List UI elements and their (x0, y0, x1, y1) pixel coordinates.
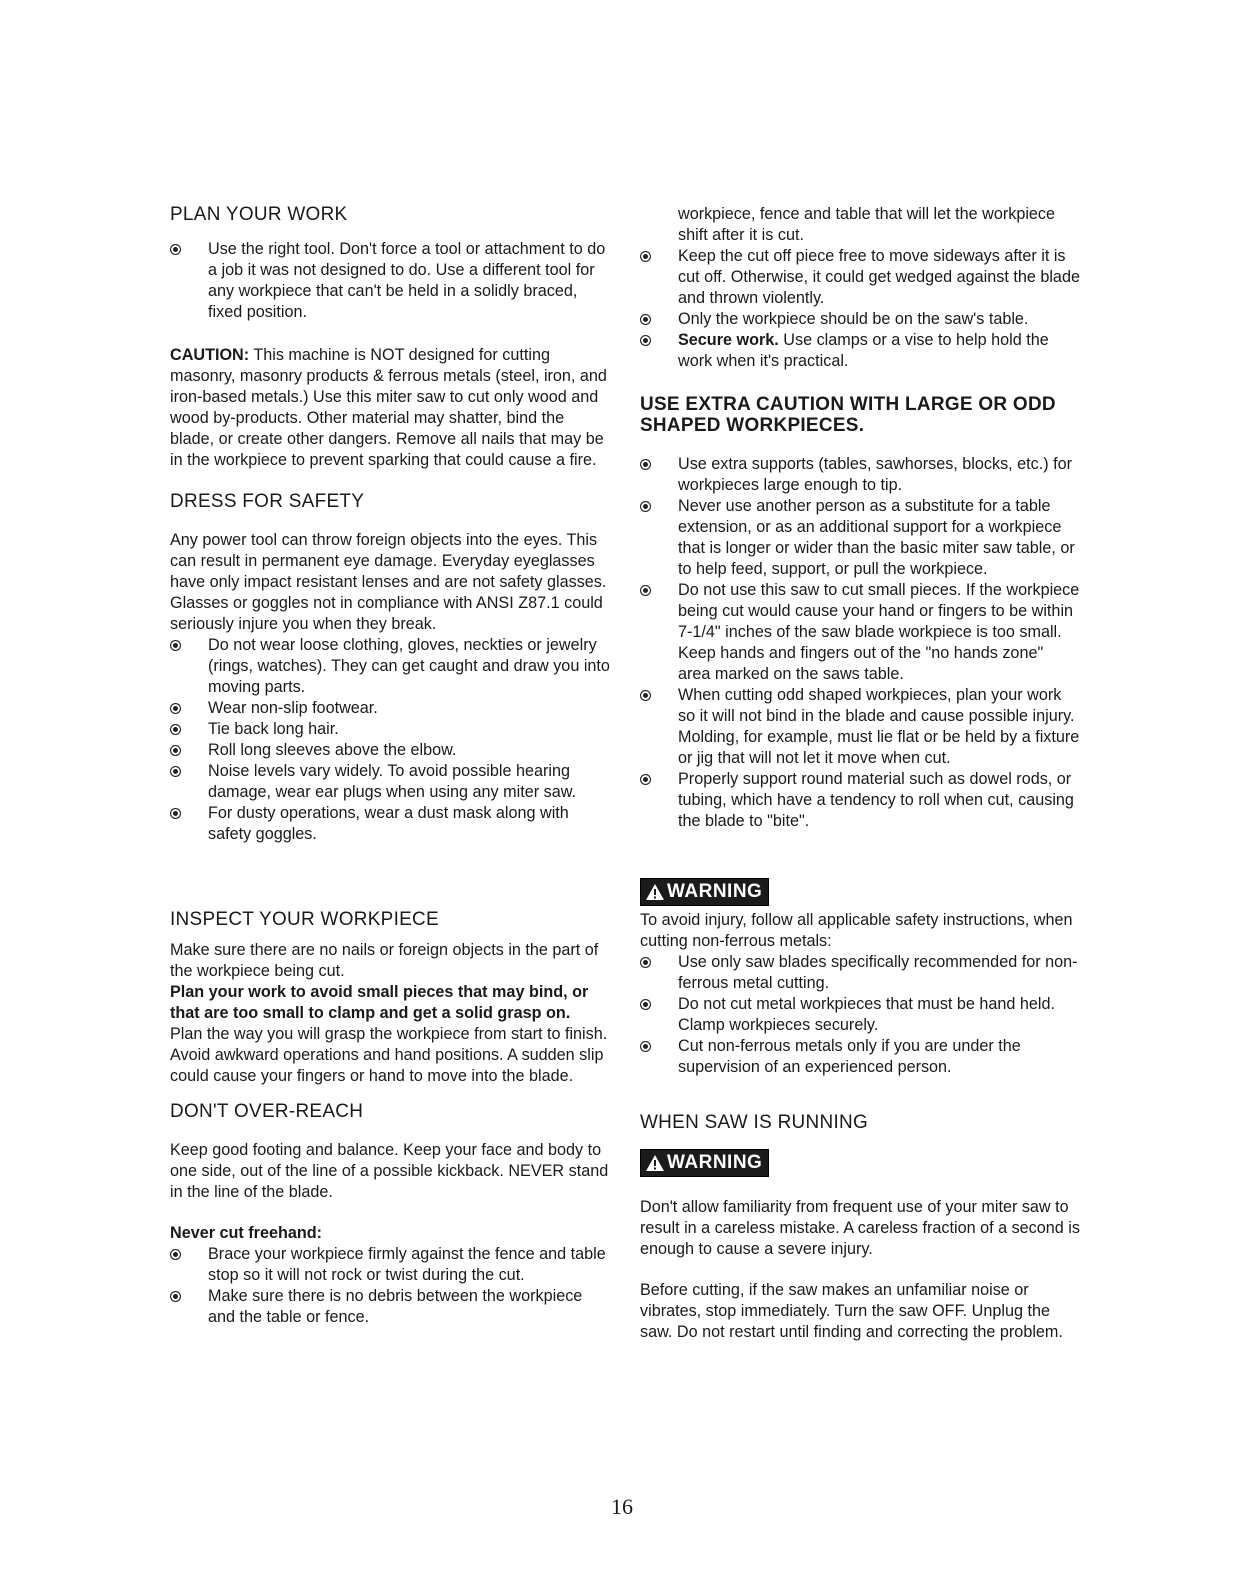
running-paragraph-1: Don't allow familiarity from frequent use of your miter saw to result in a careless mistake. A careless fraction of a second is enough to cause a severe injury. (640, 1198, 1080, 1258)
freehand-bullet-list (170, 1244, 610, 1328)
inspect-bold-paragraph: Plan your work to avoid small pieces that may bind, or that are too small to clamp and get a solid grasp on. (170, 983, 589, 1022)
list-item: When cutting odd shaped workpieces, plan your work so it will not bind in the blade and cause possible injury. Molding, for example, must lie flat or be held by a fixture or jig that will not let it move when cut. (640, 685, 1080, 769)
extra-caution-heading: USE EXTRA CAUTION WITH LARGE OR ODD SHAPED WORKPIECES. (640, 394, 1056, 436)
bullet-icon (640, 335, 651, 346)
bullet-icon (640, 690, 651, 701)
list-item: Do not use this saw to cut small pieces. If the workpiece being cut would cause your hand or fingers to be within 7-1/4" inches of the saw blade workpiece is too small. Keep hands and fingers out of the "no hands zone" area marked on the saws table. (640, 580, 1080, 685)
bullet-icon (640, 1041, 651, 1052)
dress-for-safety-heading: DRESS FOR SAFETY (170, 491, 365, 512)
list-item: Brace your workpiece firmly against the fence and table stop so it will not rock or twist during the cut. (170, 1244, 610, 1286)
bullet-icon (170, 745, 181, 756)
list-item: Tie back long hair. (170, 719, 610, 740)
bullet-icon (640, 251, 651, 262)
over-reach-heading: DON'T OVER-REACH (170, 1101, 364, 1122)
extra-caution-bullet-list (640, 454, 1080, 832)
list-item: Use only saw blades specifically recommended for non-ferrous metal cutting. (640, 952, 1080, 994)
bullet-icon (640, 957, 651, 968)
list-item: Use the right tool. Don't force a tool or attachment to do a job it was not designed to do. Use a different tool for any workpiece that can't be held in a solidly braced, fixed position. (170, 239, 610, 323)
bullet-icon (640, 314, 651, 325)
inspect-paragraph-2: Plan the way you will grasp the workpiece from start to finish. Avoid awkward operations and hand positions. A sudden slip could cause your fingers or hand to move into the blade. (170, 1025, 608, 1085)
caution-paragraph: CAUTION: This machine is NOT designed for cutting masonry, masonry products & ferrous metals (steel, iron, and iron-based metals.) Use this miter saw to cut only wood and wood by-products. Other material may shatter, bind the blade, or create other dangers. Remove all nails that may be in the workpiece to prevent sparking that could cause a fire. (170, 346, 607, 469)
over-reach-paragraph: Keep good footing and balance. Keep your face and body to one side, out of the line of a possible kickback. NEVER stand in the line of the blade. (170, 1141, 609, 1201)
list-item: Do not cut metal workpieces that must be hand held. Clamp workpieces securely. (640, 994, 1080, 1036)
left-column (170, 204, 610, 1328)
list-item: Do not wear loose clothing, gloves, neckties or jewelry (rings, watches). They can get caught and draw you into moving parts. (170, 635, 610, 698)
bullet-icon (170, 703, 181, 714)
list-item: Never use another person as a substitute for a table extension, or as an additional support for a workpiece that is longer or wider than the basic miter saw table, or to help feed, support, or pull the workpiece. (640, 496, 1080, 580)
continued-paragraph: workpiece, fence and table that will let the workpiece shift after it is cut. (678, 205, 1056, 244)
bullet-icon (170, 808, 181, 819)
bullet-icon (640, 501, 651, 512)
list-item: Cut non-ferrous metals only if you are under the supervision of an experienced person. (640, 1036, 1080, 1078)
caution-label: CAUTION: (170, 346, 250, 364)
bullet-icon (170, 724, 181, 735)
list-item: For dusty operations, wear a dust mask along with safety goggles. (170, 803, 610, 845)
warning-intro: To avoid injury, follow all applicable safety instructions, when cutting non-ferrous metals: (640, 911, 1073, 950)
bullet-icon (170, 766, 181, 777)
list-item: Make sure there is no debris between the workpiece and the table or fence. (170, 1286, 610, 1328)
secure-work-label: Secure work. (678, 331, 779, 349)
warning-label: WARNING (667, 881, 763, 902)
dress-bullet-list (170, 635, 610, 845)
saw-running-heading: WHEN SAW IS RUNNING (640, 1112, 869, 1133)
list-item: Roll long sleeves above the elbow. (170, 740, 610, 761)
freehand-heading: Never cut freehand: (170, 1224, 323, 1242)
warning-bullet-list (640, 952, 1080, 1078)
right-bullet-list-1 (640, 246, 1080, 372)
list-item: Noise levels vary widely. To avoid possible hearing damage, wear ear plugs when using any miter saw. (170, 761, 610, 803)
list-item: Secure work. Use clamps or a vise to help hold the work when it's practical. (640, 330, 1080, 372)
warning-badge-1 (640, 878, 1080, 908)
inspect-workpiece-heading: INSPECT YOUR WORKPIECE (170, 909, 439, 930)
plan-bullet-list (170, 239, 610, 323)
bullet-icon (170, 244, 181, 255)
warning-label: WARNING (667, 1152, 763, 1173)
bullet-icon (640, 585, 651, 596)
page-number: 16 (611, 1494, 633, 1519)
list-item: Only the workpiece should be on the saw's table. (640, 309, 1080, 330)
bullet-icon (170, 1249, 181, 1260)
right-column (640, 204, 1080, 1343)
dress-intro: Any power tool can throw foreign objects into the eyes. This can result in permanent eye damage. Everyday eyeglasses have only impact resistant lenses and are not safety glasses. Glasses or goggles not in compliance with ANSI Z87.1 could seriously injure you when they break. (170, 531, 607, 633)
list-item: Properly support round material such as dowel rods, or tubing, which have a tendency to roll when cut, causing the blade to "bite". (640, 769, 1080, 832)
bullet-icon (640, 459, 651, 470)
list-item: Wear non-slip footwear. (170, 698, 610, 719)
warning-triangle-icon (645, 882, 665, 902)
list-item: Keep the cut off piece free to move sideways after it is cut off. Otherwise, it could get wedged against the blade and thrown violently. (640, 246, 1080, 309)
plan-your-work-heading: PLAN YOUR WORK (170, 204, 348, 225)
inspect-paragraph: Make sure there are no nails or foreign objects in the part of the workpiece being cut. (170, 941, 599, 980)
bullet-icon (640, 774, 651, 785)
bullet-icon (640, 999, 651, 1010)
warning-triangle-icon (645, 1153, 665, 1173)
warning-badge-2 (640, 1149, 1080, 1179)
running-paragraph-2: Before cutting, if the saw makes an unfamiliar noise or vibrates, stop immediately. Turn the saw OFF. Unplug the saw. Do not restart until finding and correcting the problem. (640, 1281, 1063, 1341)
bullet-icon (170, 640, 181, 651)
bullet-icon (170, 1291, 181, 1302)
list-item: Use extra supports (tables, sawhorses, blocks, etc.) for workpieces large enough to tip. (640, 454, 1080, 496)
